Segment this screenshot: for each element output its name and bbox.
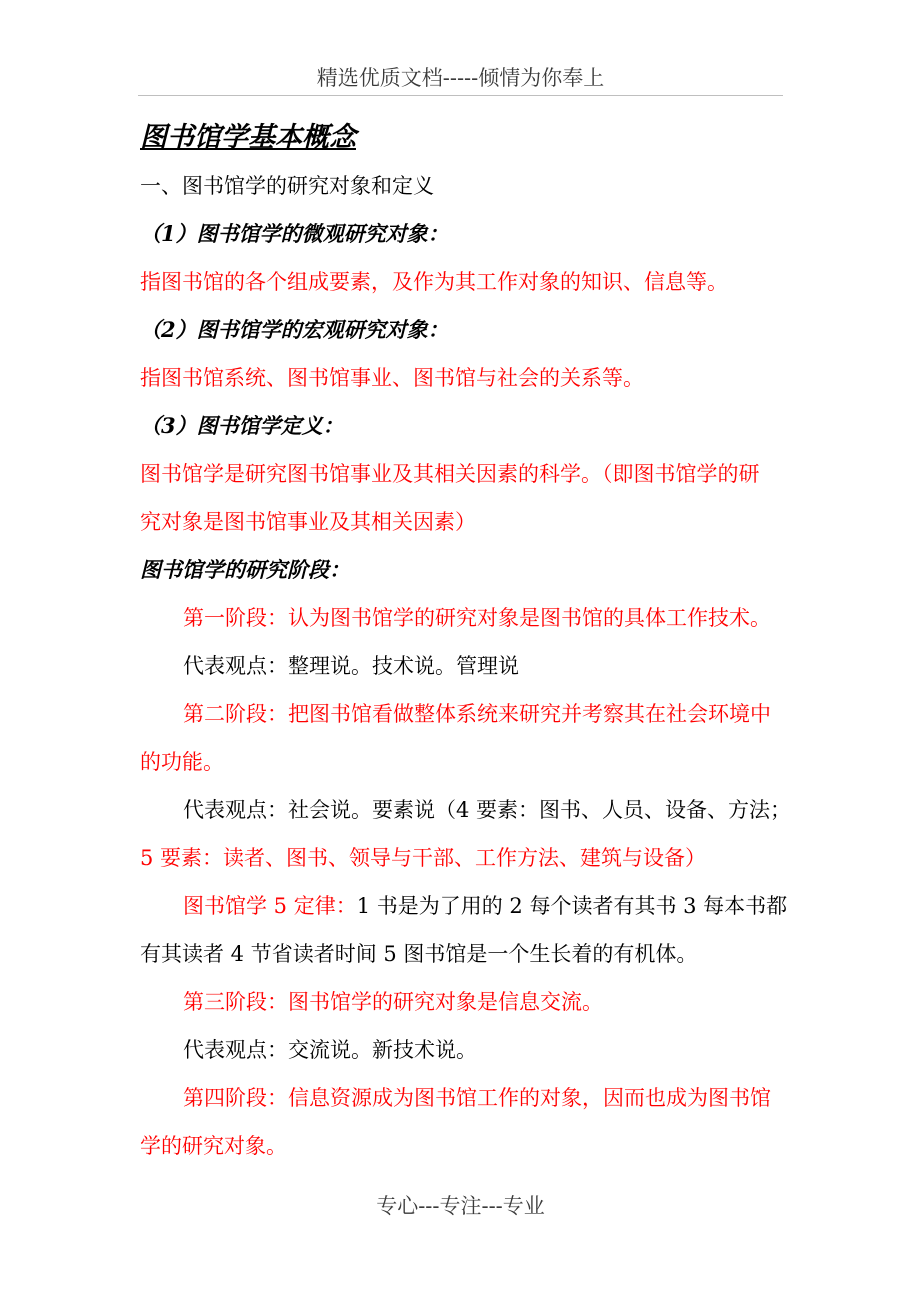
document-title: 图书馆学基本概念 — [140, 122, 356, 153]
five-laws-text: 1 书是为了用的 2 每个读者有其书 3 每本书都 — [356, 894, 788, 918]
micro-object-heading: （1）图书馆学的微观研究对象： — [140, 221, 449, 246]
macro-object-heading: （2）图书馆学的宏观研究对象： — [140, 317, 449, 342]
five-laws-label: 图书馆学 5 定律： — [183, 894, 357, 918]
stage-2-text-line1: 第二阶段：把图书馆看做整体系统来研究并考察其在社会环境中 — [183, 702, 771, 726]
definition-heading: （3）图书馆学定义： — [140, 413, 344, 438]
definition-text-line2: 究对象是图书馆事业及其相关因素） — [140, 510, 476, 534]
stage-3-text: 第三阶段：图书馆学的研究对象是信息交流。 — [183, 990, 603, 1014]
page-footer: 专心---专注---专业 — [376, 1194, 545, 1218]
macro-object-text: 指图书馆系统、图书馆事业、图书馆与社会的关系等。 — [140, 366, 644, 390]
stage-1-viewpoints: 代表观点：整理说。技术说。管理说 — [183, 654, 519, 678]
stage-4-text-line2: 学的研究对象。 — [140, 1134, 287, 1158]
header-divider — [138, 95, 783, 96]
five-laws-line2: 有其读者 4 节省读者时间 5 图书馆是一个生长着的有机体。 — [140, 942, 698, 966]
stage-2-viewpoints-line1: 代表观点：社会说。要素说（4 要素：图书、人员、设备、方法； — [183, 798, 792, 822]
stage-3-viewpoints: 代表观点：交流说。新技术说。 — [183, 1038, 477, 1062]
section-1-heading: 一、图书馆学的研究对象和定义 — [140, 174, 434, 198]
stage-4-text-line1: 第四阶段：信息资源成为图书馆工作的对象，因而也成为图书馆 — [183, 1086, 771, 1110]
research-stages-heading: 图书馆学的研究阶段： — [140, 557, 350, 582]
page-header: 精选优质文档-----倾情为你奉上 — [316, 66, 605, 90]
micro-object-text: 指图书馆的各个组成要素，及作为其工作对象的知识、信息等。 — [140, 270, 728, 294]
five-laws-line1 — [183, 890, 833, 922]
definition-text-line1: 图书馆学是研究图书馆事业及其相关因素的科学。（即图书馆学的研 — [140, 462, 760, 486]
stage-2-text-line2: 的功能。 — [140, 750, 224, 774]
stage-2-viewpoints-line2: 5 要素：读者、图书、领导与干部、工作方法、建筑与设备） — [140, 846, 707, 870]
stage-1-text: 第一阶段：认为图书馆学的研究对象是图书馆的具体工作技术。 — [183, 606, 771, 630]
